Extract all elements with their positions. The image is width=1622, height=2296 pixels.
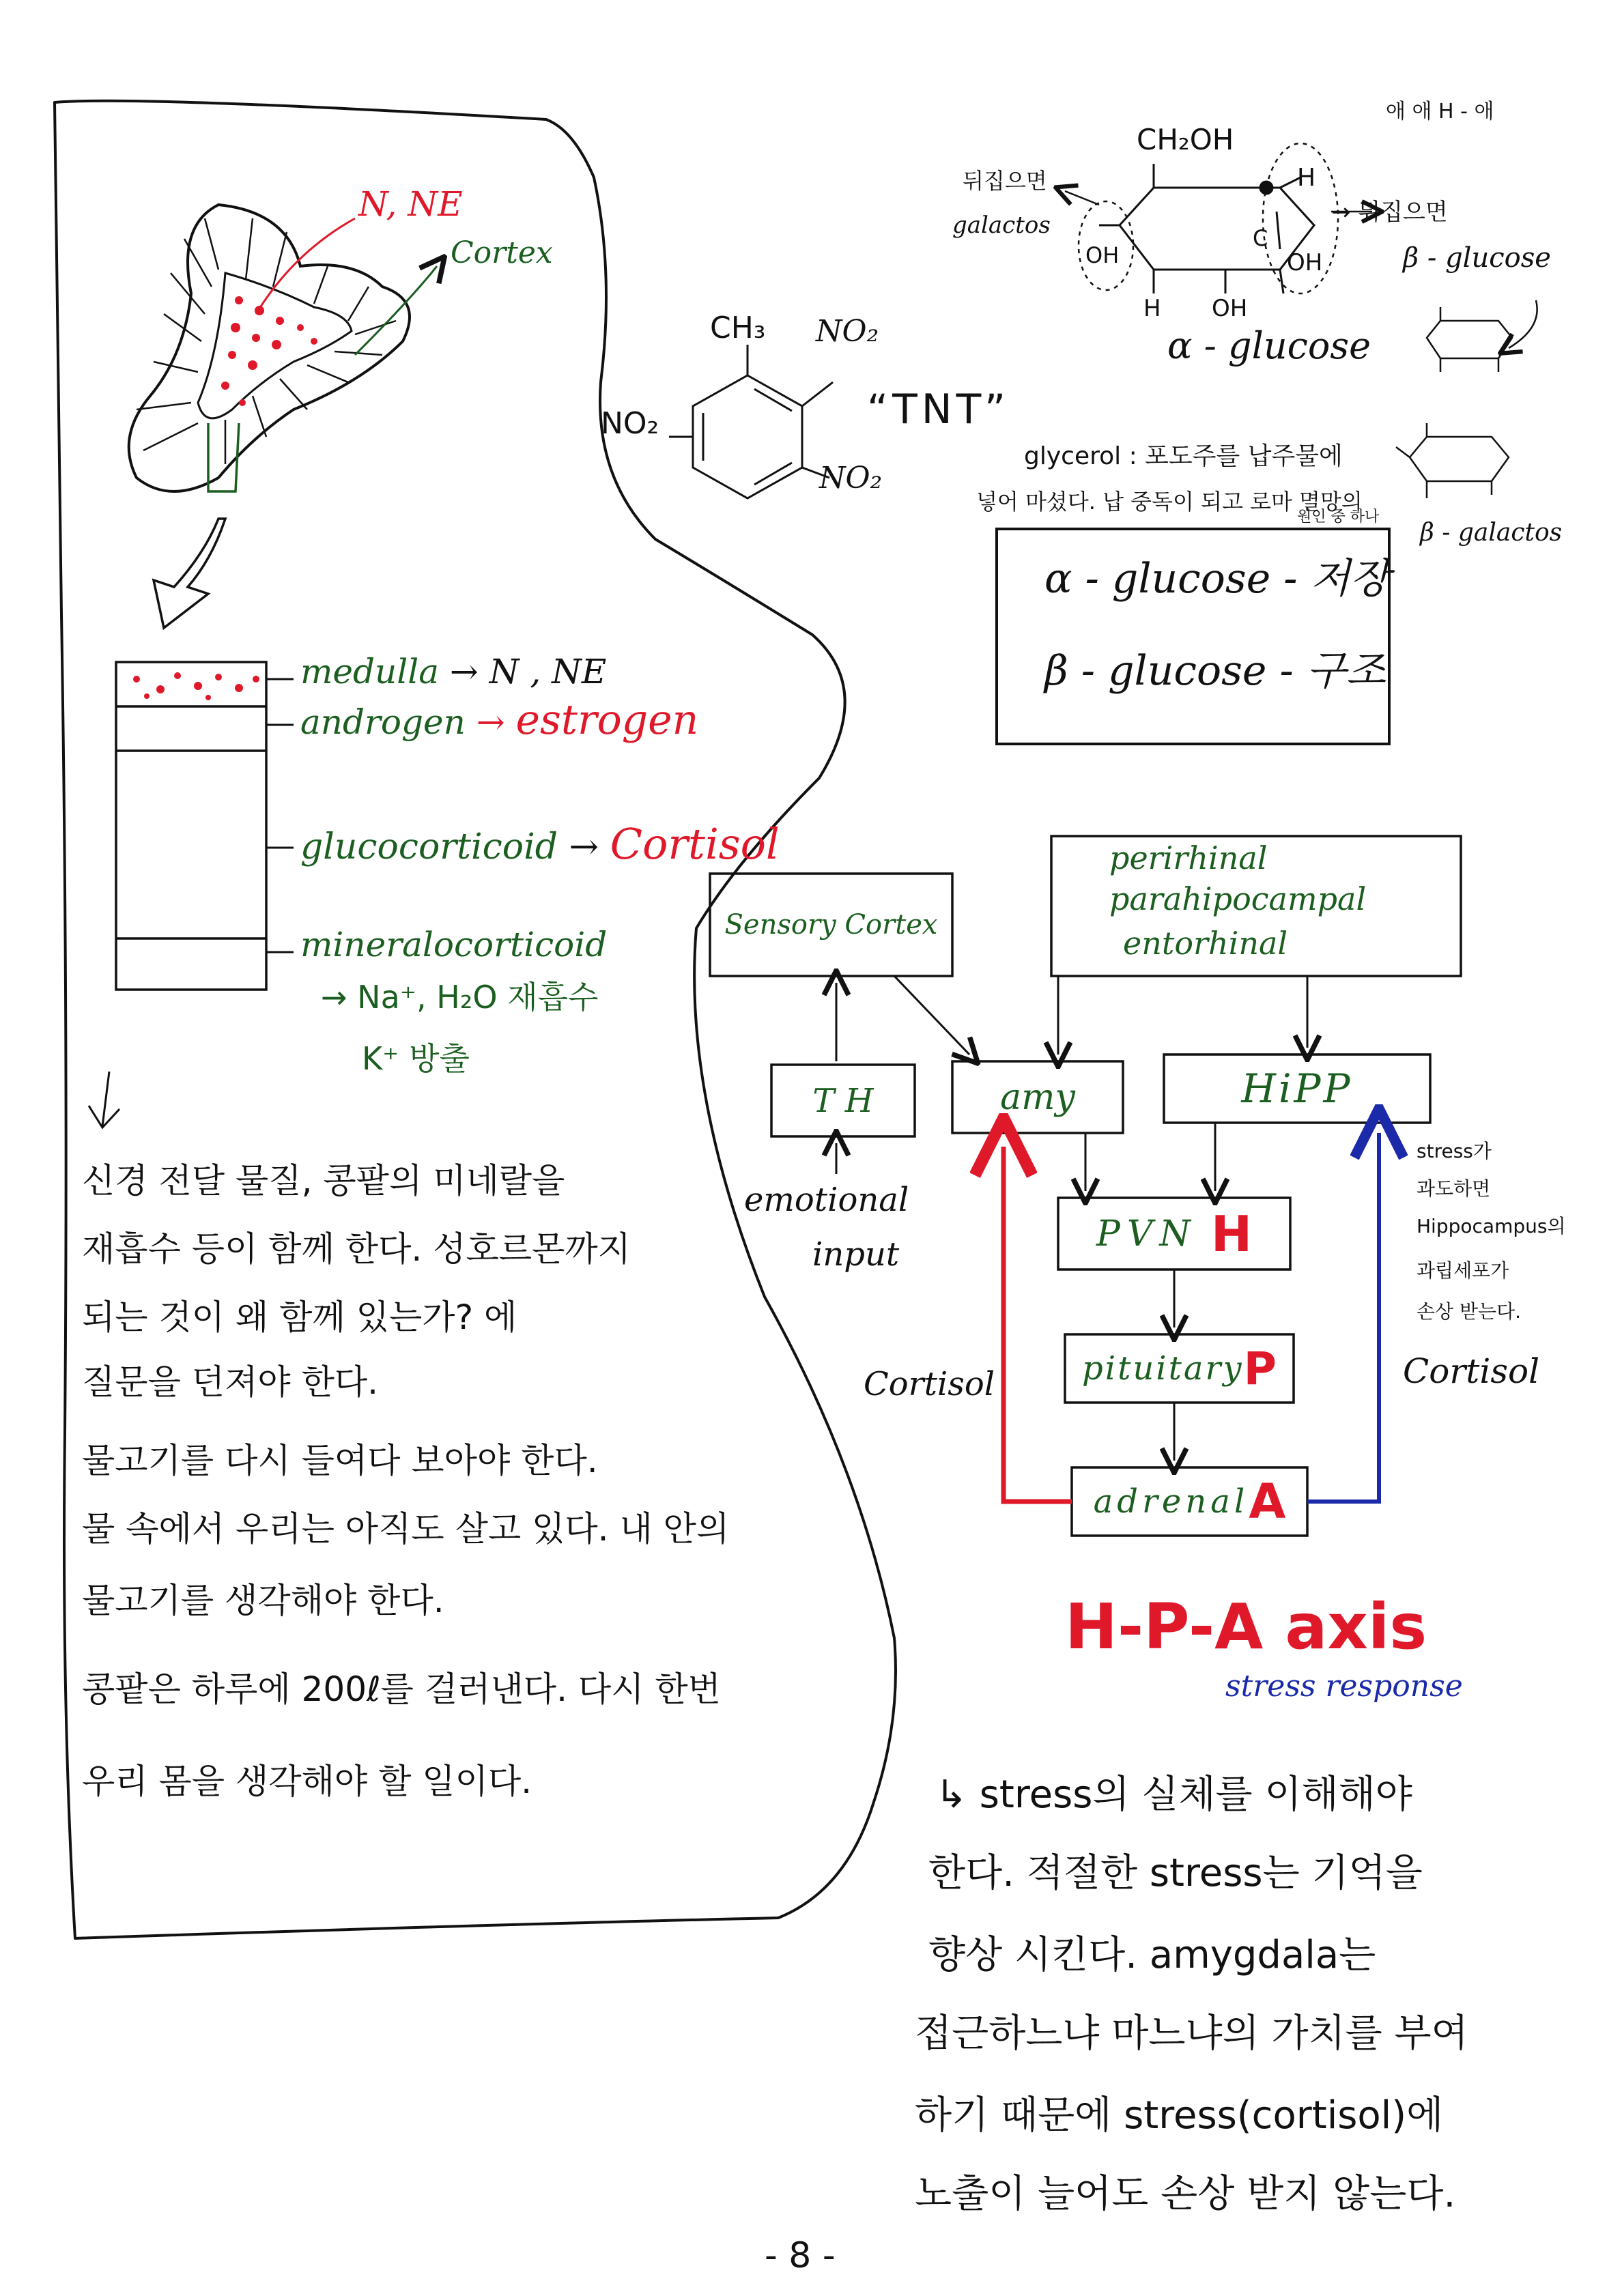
top-right-note: 애 애 H - 애: [1386, 100, 1494, 124]
summary-alpha: α - glucose - 저장: [1044, 555, 1390, 603]
stress-note-line: 과도하면: [1417, 1177, 1491, 1200]
glucose-h-right: H: [1297, 164, 1316, 192]
mineral-line-2: → Na⁺, H₂O 재흡수: [321, 979, 599, 1016]
layer-name: medulla: [300, 652, 440, 691]
pvn-box: [1058, 1198, 1290, 1269]
right-note-line: 한다. 적절한 stress는 기억을: [928, 1851, 1423, 1895]
left-note-line: 우리 몸을 생각해야 할 일이다.: [82, 1762, 532, 1801]
beta-galactos-small-ring: [1396, 423, 1509, 498]
glycerol-small-note: 원인 중 하나: [1297, 508, 1380, 526]
pituitary-label: pituitary: [1082, 1349, 1244, 1388]
right-note-line: 노출이 늘어도 손상 받지 않는다.: [915, 2172, 1456, 2216]
stress-note-line: Hippocampus의: [1417, 1215, 1566, 1237]
layer-product: estrogen: [515, 696, 699, 744]
adrenal-letter: A: [1249, 1474, 1286, 1530]
emotional-label: emotional: [744, 1181, 909, 1219]
pvn-letter: H: [1210, 1205, 1253, 1263]
hpa-subtitle: stress response: [1225, 1669, 1463, 1704]
glycerol-line-2: 넣어 마셨다. 납 중독이 되고 로마 멸망의: [976, 489, 1363, 515]
right-note-line: 향상 시킨다. amygdala는: [928, 1933, 1376, 1977]
perirhinal-label: perirhinal: [1109, 840, 1268, 876]
layer-arrow: →: [569, 827, 599, 867]
stress-note-line: stress가: [1417, 1140, 1492, 1162]
right-note-line: 접근하느냐 마느냐의 가치를 부여: [915, 2011, 1468, 2056]
parahipocampal-label: parahipocampal: [1109, 880, 1367, 917]
layer-product: N , NE: [489, 652, 607, 691]
summary-beta: β - glucose - 구조: [1044, 647, 1386, 695]
mineral-line-3: K⁺ 방출: [362, 1040, 470, 1077]
left-note-line: 재흡수 등이 함께 한다. 성호르몬까지: [82, 1229, 631, 1269]
cortisol-left-label: Cortisol: [864, 1365, 995, 1403]
layer-androgen: [300, 696, 698, 744]
glucose-oh-right: OH: [1287, 249, 1323, 276]
left-note-line: 물 속에서 우리는 아직도 살고 있다. 내 안의: [82, 1509, 730, 1549]
down-arrow-outline: [154, 519, 225, 628]
glucose-h-bottom: H: [1143, 295, 1161, 322]
left-note-line: 물고기를 생각해야 한다.: [82, 1581, 444, 1620]
glycerol-line-1: glycerol : 포도주를 납주물에: [1024, 442, 1343, 470]
stress-note-line: 손상 받는다.: [1417, 1300, 1522, 1323]
adrenal-box: [1072, 1467, 1307, 1536]
entorhinal-label: entorhinal: [1123, 925, 1288, 962]
amy-box: amy: [1000, 1076, 1075, 1118]
tnt-no2-top: NO₂: [816, 314, 879, 349]
glucose-ch2oh: CH₂OH: [1137, 123, 1234, 156]
left-note-line: 콩팥은 하루에 200ℓ를 걸러낸다. 다시 한번: [82, 1669, 721, 1709]
stress-note-line: 과립세포가: [1417, 1259, 1509, 1282]
glucose-flip-left: 뒤집으면: [963, 168, 1047, 194]
layer-name: androgen: [300, 702, 466, 742]
th-box: T H: [812, 1081, 874, 1120]
right-note-line: 하기 때문에 stress(cortisol)에: [915, 2093, 1444, 2138]
alpha-glucose-label: α - glucose: [1167, 324, 1371, 367]
glucose-c: C: [1253, 225, 1268, 251]
tnt-structure: [669, 345, 833, 498]
glucose-flip-right: → 뒤집으면: [1331, 199, 1448, 226]
left-note-line: 질문을 던져야 한다.: [82, 1362, 379, 1402]
glucose-galactos: galactos: [952, 212, 1051, 239]
layer-arrow: →: [449, 652, 479, 691]
tnt-name: “TNT”: [867, 386, 1010, 433]
tnt-no2-left: NO₂: [601, 406, 659, 441]
cortisol-blue-arrow: [1307, 1133, 1379, 1502]
glucose-oh-left: OH: [1085, 242, 1120, 268]
left-note-line: 되는 것이 왜 함께 있는가? 에: [82, 1297, 517, 1337]
adrenal-label: adrenal: [1093, 1482, 1249, 1521]
pvn-label: PVN: [1096, 1213, 1197, 1254]
pituitary-box: [1065, 1334, 1294, 1403]
glucose-oh-bottom: OH: [1212, 295, 1248, 322]
tnt-ch3: CH₃: [710, 311, 766, 345]
hpa-title: H-P-A axis: [1065, 1590, 1427, 1663]
cross-section-box: [116, 662, 266, 990]
layer-medulla: [300, 652, 606, 691]
input-label: input: [812, 1235, 900, 1274]
layer-arrow: →: [476, 702, 505, 742]
sensory-cortex-box: Sensory Cortex: [724, 909, 938, 941]
beta-glucose-small-ring: [1427, 307, 1512, 372]
left-note-line: 물고기를 다시 들여다 보아야 한다.: [82, 1441, 598, 1480]
glucose-ring: [1099, 164, 1314, 293]
layer-mineralocorticoid: mineralocorticoid: [300, 925, 608, 964]
hipp-box: HiPP: [1241, 1065, 1353, 1112]
right-note-line: ↳ stress의 실체를 이해해야: [935, 1773, 1412, 1817]
layer-name: glucocorticoid: [300, 827, 558, 867]
layer-glucocorticoid: [300, 819, 780, 869]
layer-product: Cortisol: [610, 819, 780, 869]
beta-glucose-label: β - glucose: [1403, 242, 1551, 274]
pituitary-letter: P: [1243, 1342, 1277, 1395]
beta-galactos-label: β - galactos: [1420, 519, 1563, 547]
gland-label-n-ne: N, NE: [358, 184, 463, 224]
page-number: - 8 -: [765, 2235, 836, 2276]
cortisol-right-label: Cortisol: [1403, 1351, 1540, 1391]
tnt-no2-bottom: NO₂: [819, 461, 883, 496]
left-note-line: 신경 전달 물질, 콩팥의 미네랄을: [82, 1161, 565, 1201]
gland-label-cortex: Cortex: [451, 235, 553, 270]
adrenal-gland-drawing: [129, 205, 437, 491]
